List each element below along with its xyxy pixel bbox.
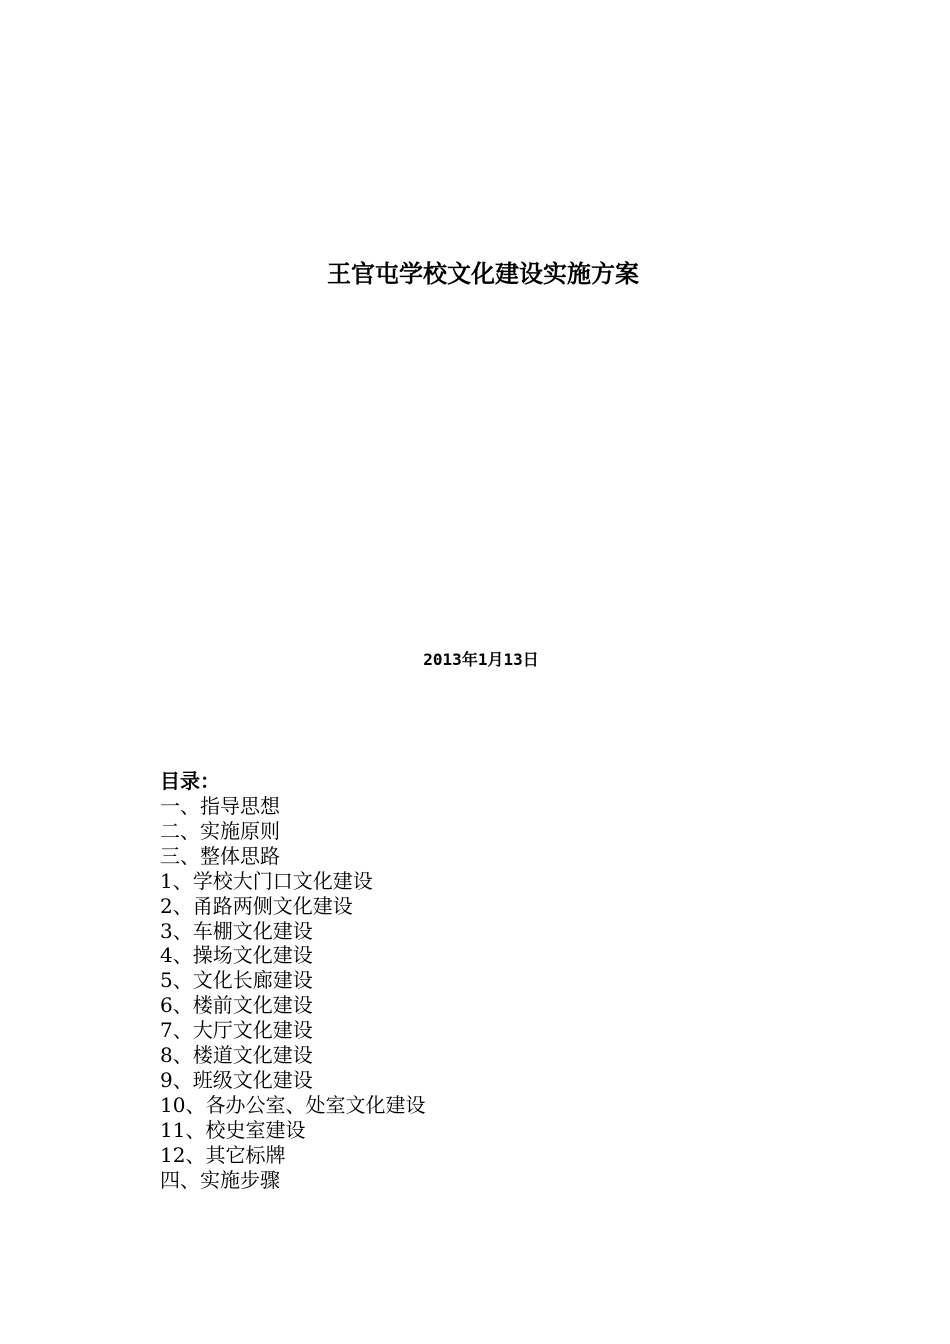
toc-item-classroom: 9、班级文化建设 xyxy=(160,1067,313,1092)
toc-item-history-room: 11、校史室建设 xyxy=(160,1117,306,1142)
toc-item-lobby: 7、大厅文化建设 xyxy=(160,1018,313,1043)
toc-item-school-gate: 1、学校大门口文化建设 xyxy=(160,868,373,893)
toc-item-overall-approach: 三、整体思路 xyxy=(160,843,280,868)
toc-item-playground: 4、操场文化建设 xyxy=(160,943,313,968)
toc-item-guiding-ideology: 一、指导思想 xyxy=(160,794,280,818)
document-title: 王官屯学校文化建设实施方案 xyxy=(327,259,639,288)
document-date: 2013年1月13日 xyxy=(423,650,539,669)
toc-item-implementation-principles: 二、实施原则 xyxy=(160,818,280,843)
toc-item-culture-corridor: 5、文化长廊建设 xyxy=(160,968,313,993)
toc-item-other-signs: 12、其它标牌 xyxy=(160,1142,286,1167)
toc-item-hallway: 8、楼道文化建设 xyxy=(160,1043,313,1068)
toc-item-offices: 10、各办公室、处室文化建设 xyxy=(160,1092,426,1117)
toc-heading: 目录： xyxy=(160,769,220,793)
table-of-contents xyxy=(160,768,860,1193)
toc-item-bike-shed: 3、车棚文化建设 xyxy=(160,918,313,943)
toc-item-walkway: 2、甬路两侧文化建设 xyxy=(160,893,353,918)
toc-item-building-front: 6、楼前文化建设 xyxy=(160,993,313,1018)
toc-item-implementation-steps: 四、实施步骤 xyxy=(160,1167,280,1192)
toc-list xyxy=(160,794,860,1193)
